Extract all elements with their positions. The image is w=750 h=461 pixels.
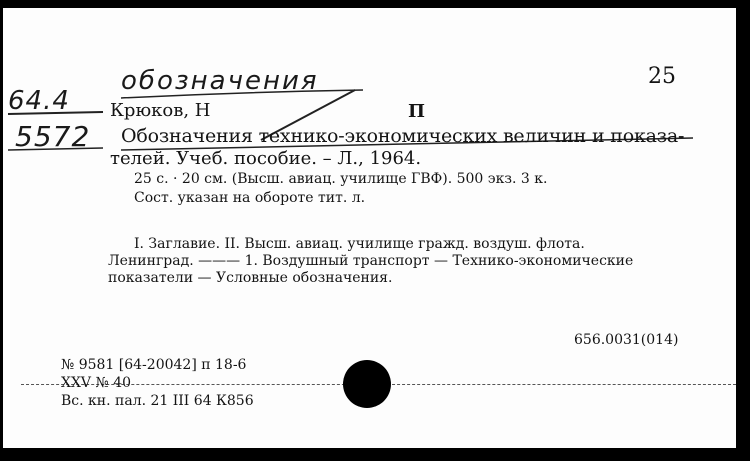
footer-line-2: XXV № 40	[61, 375, 132, 391]
catalog-card	[3, 8, 736, 448]
page-number: 25	[648, 64, 676, 89]
handwritten-heading: обозначения	[121, 66, 319, 96]
author-heading: Крюков, Н	[110, 100, 211, 121]
handwritten-shelfmark-bottom: 5572	[15, 120, 91, 153]
punch-hole	[343, 360, 391, 408]
tracing-line-3: показатели — Условные обозначения.	[108, 270, 393, 286]
collation-line: 25 с. · 20 см. (Высш. авиац. училище ГВФ). 500 экз. 3 к.	[134, 171, 548, 187]
note-line: Сост. указан на обороте тит. л.	[134, 190, 366, 206]
footer-line-3: Вс. кн. пал. 21 III 64 К856	[61, 393, 254, 409]
tracing-line-1: I. Заглавие. II. Высш. авиац. училище гражд. воздуш. флота.	[134, 236, 585, 252]
footer-line-1: № 9581 [64-20042] п 18-6	[61, 357, 247, 373]
udc-code: 656.0031(014)	[574, 332, 679, 348]
title-line-1: Обозначения технико-экономических величин и показа-	[121, 125, 685, 147]
handwritten-shelfmark-top: 64.4	[8, 86, 70, 116]
letter-mark: П	[408, 101, 425, 122]
tracing-line-2: Ленинград. ——— 1. Воздушный транспорт — Технико-экономические	[108, 253, 634, 269]
title-line-2: телей. Учеб. пособие. – Л., 1964.	[110, 148, 422, 169]
